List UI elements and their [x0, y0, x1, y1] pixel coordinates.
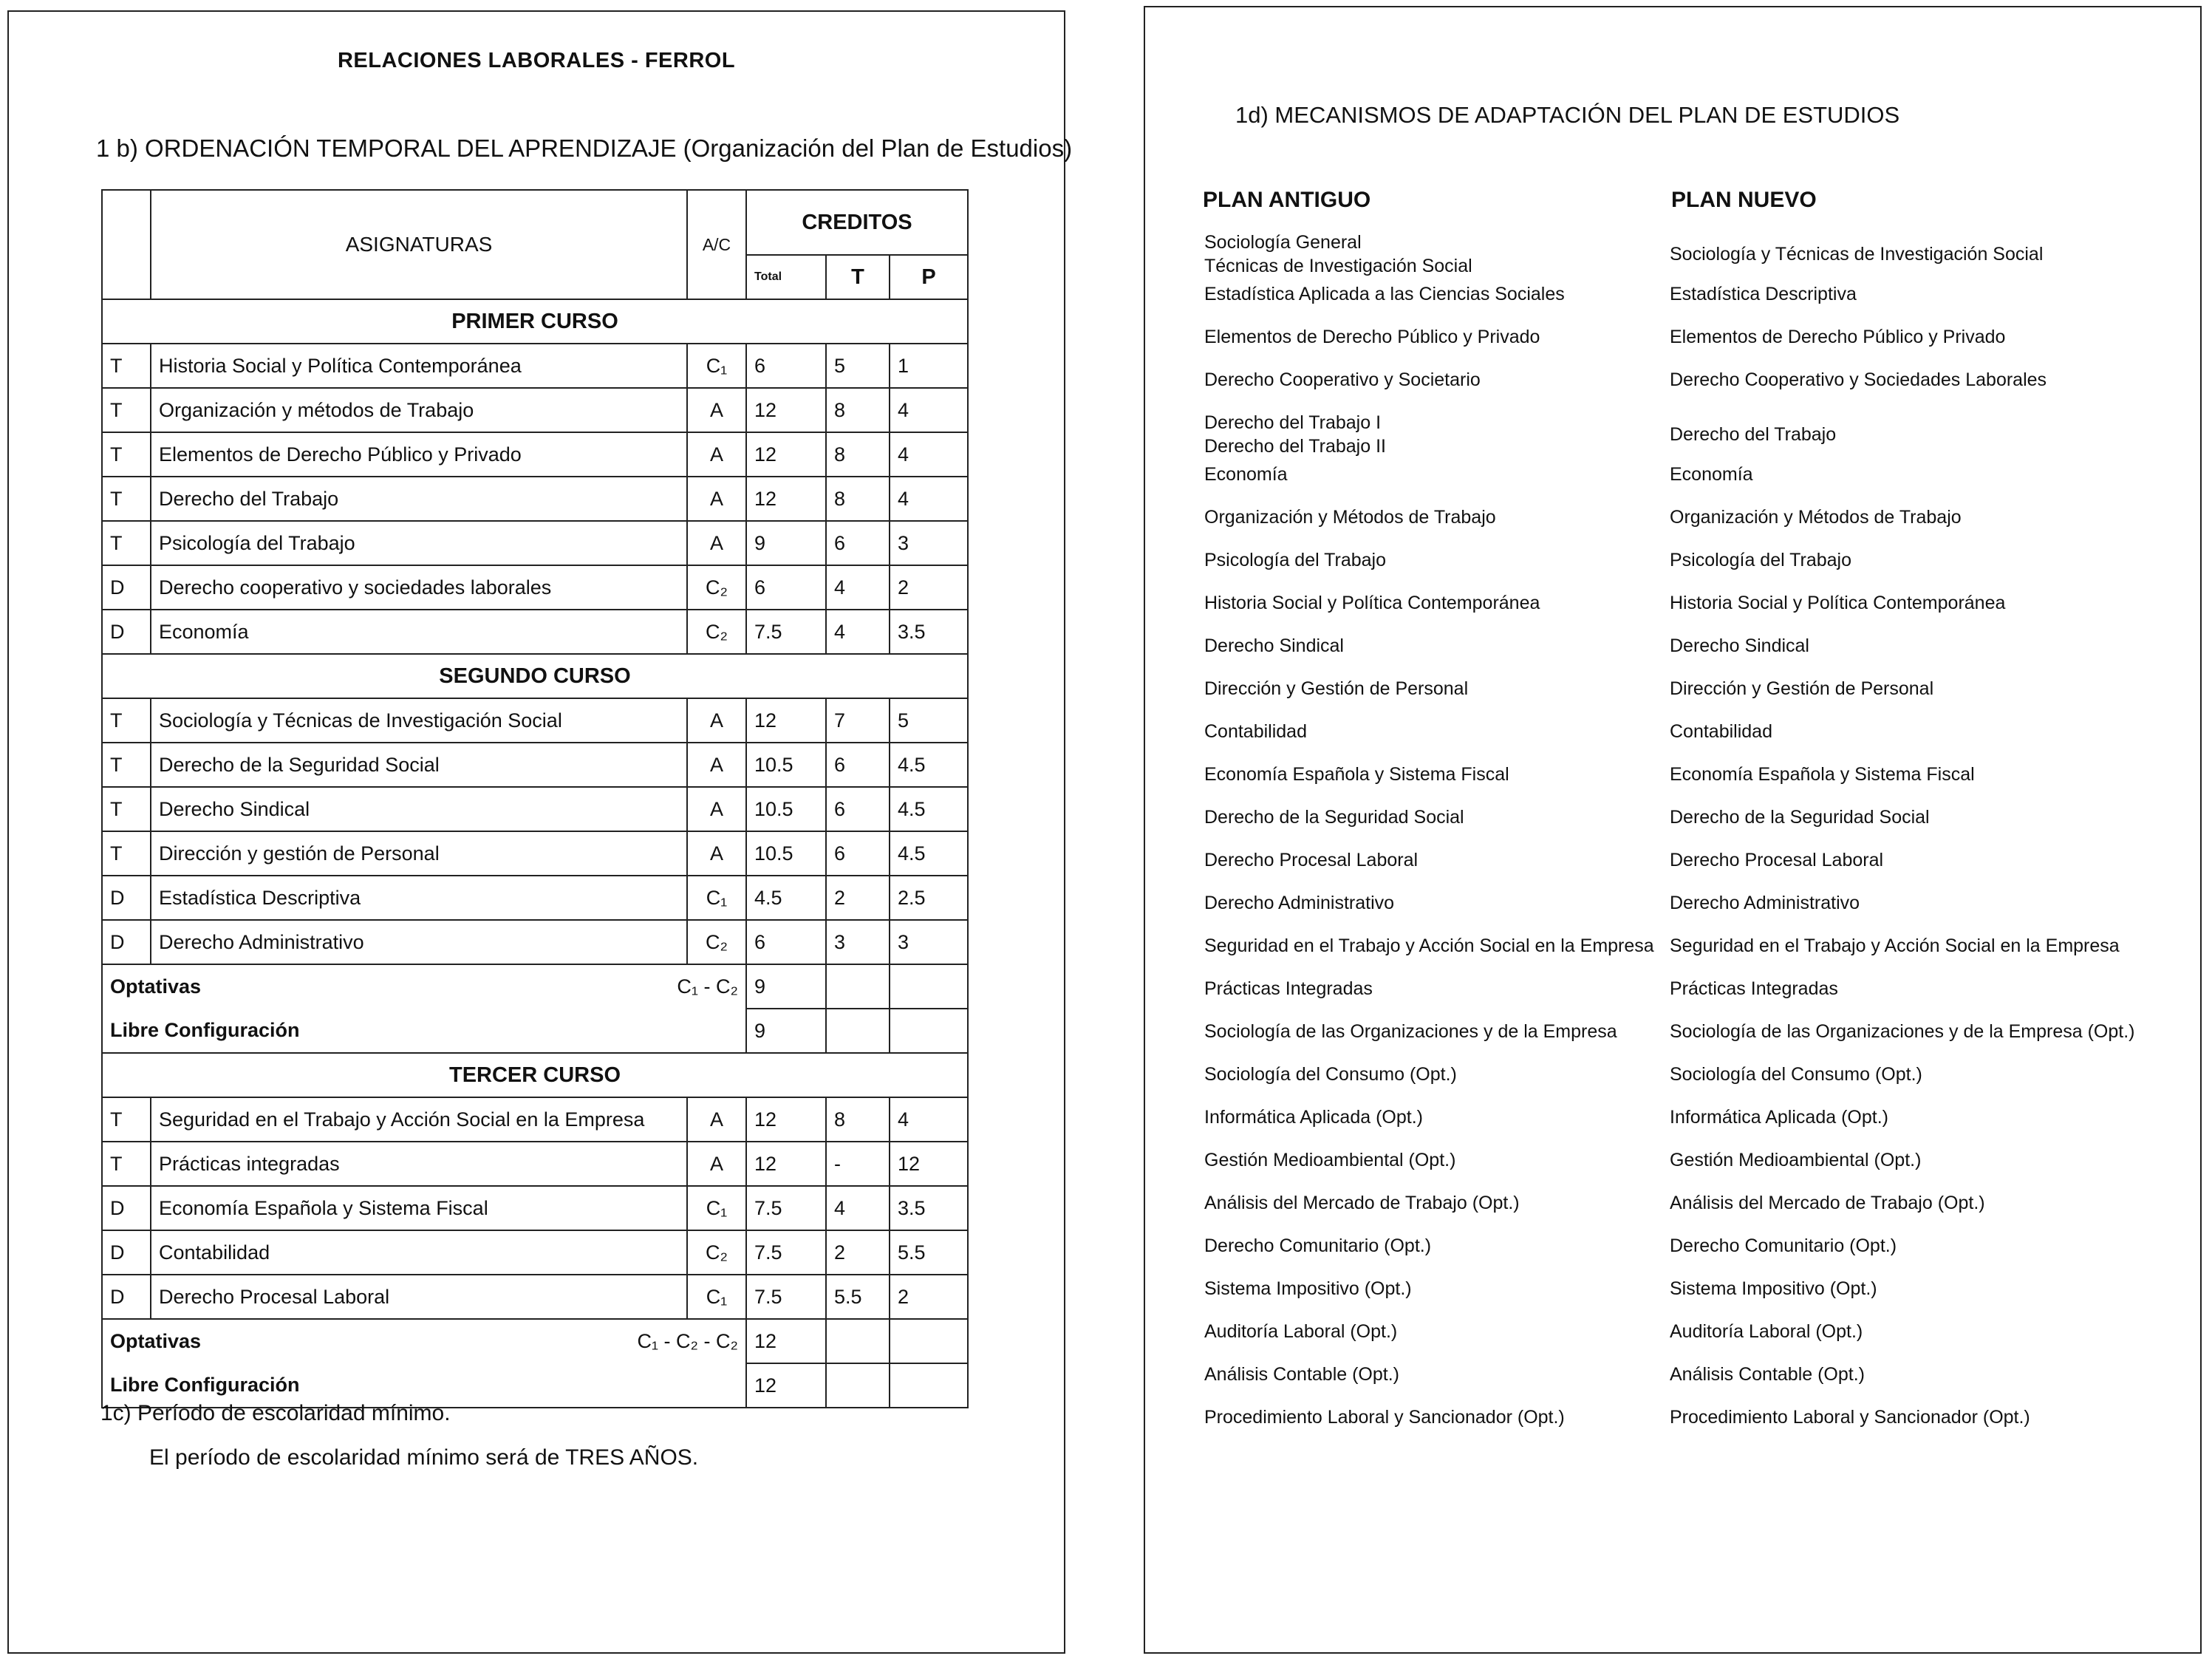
optativas-t	[826, 964, 890, 1009]
plan-old-line: Sociología General	[1204, 232, 1362, 253]
section-heading-1d: 1d) MECANISMOS DE ADAPTACIÓN DEL PLAN DE ESTUDIOS	[1235, 102, 1900, 128]
plan-old-line: Elementos de Derecho Público y Privado	[1204, 327, 1540, 347]
header-type-cell	[102, 190, 151, 299]
credits-t: 6	[826, 831, 890, 876]
adaptation-row	[1204, 1363, 2187, 1405]
plan-old-subject	[1204, 977, 1662, 1000]
left-page	[7, 10, 1073, 1654]
plan-old-subject	[1204, 1020, 1662, 1043]
header-t: T	[826, 255, 890, 299]
credits-t: 8	[826, 432, 890, 477]
credits-p: 3	[890, 920, 968, 964]
table-row	[102, 920, 968, 964]
credits-total: 10.5	[746, 787, 826, 831]
subject-type: D	[102, 920, 151, 964]
subject-ac: A	[687, 432, 746, 477]
plan-old-subject	[1204, 368, 1662, 392]
libre-cell	[102, 1009, 746, 1053]
plan-old-line: Dirección y Gestión de Personal	[1204, 678, 1469, 699]
credits-p: 4	[890, 388, 968, 432]
credits-p: 5	[890, 698, 968, 743]
subject-name: Prácticas integradas	[151, 1142, 687, 1186]
section-heading-1b: 1 b) ORDENACIÓN TEMPORAL DEL APRENDIZAJE (Organización del Plan de Estudios)	[96, 134, 1073, 162]
plan-old-line: Economía	[1204, 464, 1288, 485]
plan-old-line: Sociología del Consumo (Opt.)	[1204, 1064, 1457, 1085]
plan-new-subject: Economía	[1670, 464, 1753, 485]
libre-total: 12	[746, 1363, 826, 1408]
credits-p: 4	[890, 1097, 968, 1142]
plan-old-line: Contabilidad	[1204, 721, 1307, 742]
optativas-p	[890, 1319, 968, 1363]
subject-type: D	[102, 565, 151, 610]
adaptation-row	[1204, 934, 2187, 977]
plan-old-subject	[1204, 1405, 1662, 1429]
credits-t: -	[826, 1142, 890, 1186]
adaptation-row	[1204, 548, 2187, 591]
plan-old-line: Informática Aplicada (Opt.)	[1204, 1107, 1423, 1128]
libre-total: 9	[746, 1009, 826, 1053]
plan-old-line: Derecho Cooperativo y Societario	[1204, 369, 1481, 390]
subject-name: Organización y métodos de Trabajo	[151, 388, 687, 432]
adaptation-row	[1204, 1148, 2187, 1191]
subject-ac: A	[687, 1142, 746, 1186]
plan-old-subject	[1204, 677, 1662, 700]
plan-old-line: Derecho Comunitario (Opt.)	[1204, 1235, 1432, 1256]
plan-new-subject: Derecho de la Seguridad Social	[1670, 807, 1930, 828]
table-row	[102, 521, 968, 565]
plan-old-line: Técnicas de Investigación Social	[1204, 256, 1472, 276]
subject-type: T	[102, 344, 151, 388]
libre-t	[826, 1363, 890, 1408]
credits-t: 4	[826, 1186, 890, 1230]
course-header-row	[102, 1053, 968, 1097]
adaptation-row	[1204, 977, 2187, 1020]
credits-table	[101, 189, 969, 1408]
credits-t: 7	[826, 698, 890, 743]
plan-old-subject	[1204, 763, 1662, 786]
plan-new-subject: Dirección y Gestión de Personal	[1670, 678, 1934, 699]
plan-new-subject: Historia Social y Política Contemporánea	[1670, 593, 2006, 613]
subject-name: Derecho de la Seguridad Social	[151, 743, 687, 787]
subject-name: Psicología del Trabajo	[151, 521, 687, 565]
header-asignaturas: ASIGNATURAS	[151, 190, 687, 299]
plan-new-subject: Seguridad en el Trabajo y Acción Social en la Empresa	[1670, 935, 2120, 956]
plan-new-subject: Derecho Sindical	[1670, 635, 1809, 656]
column-header-plan-nuevo: PLAN NUEVO	[1671, 188, 1817, 212]
plan-new-subject: Gestión Medioambiental (Opt.)	[1670, 1150, 1922, 1170]
adaptation-row	[1204, 463, 2187, 505]
subject-type: T	[102, 698, 151, 743]
credits-total: 12	[746, 698, 826, 743]
plan-new-subject: Estadística Descriptiva	[1670, 284, 1857, 304]
subject-ac: C₂	[687, 1230, 746, 1275]
subject-type: T	[102, 743, 151, 787]
table-row	[102, 876, 968, 920]
table-row	[102, 1142, 968, 1186]
credits-t: 5	[826, 344, 890, 388]
subject-ac: A	[687, 698, 746, 743]
subject-name: Derecho del Trabajo	[151, 477, 687, 521]
plan-old-subject	[1204, 805, 1662, 829]
optativas-label: Optativas	[110, 1330, 202, 1352]
credits-p: 3.5	[890, 610, 968, 654]
table-row	[102, 787, 968, 831]
plan-new-subject: Sistema Impositivo (Opt.)	[1670, 1278, 1877, 1299]
plan-old-line: Auditoría Laboral (Opt.)	[1204, 1321, 1398, 1342]
credits-p: 5.5	[890, 1230, 968, 1275]
optativas-cell	[102, 1319, 746, 1363]
optativas-t	[826, 1319, 890, 1363]
subject-type: T	[102, 787, 151, 831]
credits-total: 10.5	[746, 743, 826, 787]
plan-old-line: Sistema Impositivo (Opt.)	[1204, 1278, 1412, 1299]
credits-p: 4.5	[890, 787, 968, 831]
credits-total: 6	[746, 920, 826, 964]
credits-total: 7.5	[746, 1275, 826, 1319]
table-row	[102, 1097, 968, 1142]
plan-old-line: Economía Española y Sistema Fiscal	[1204, 764, 1509, 785]
plan-old-line: Derecho del Trabajo II	[1204, 436, 1386, 457]
subject-type: T	[102, 1097, 151, 1142]
adaptation-row	[1204, 1405, 2187, 1448]
credits-t: 8	[826, 388, 890, 432]
plan-new-subject: Derecho Cooperativo y Sociedades Laborales	[1670, 369, 2047, 390]
plan-old-line: Derecho Sindical	[1204, 635, 1344, 656]
subject-type: D	[102, 1230, 151, 1275]
subject-type: D	[102, 610, 151, 654]
credits-p: 4	[890, 432, 968, 477]
credits-total: 4.5	[746, 876, 826, 920]
adaptation-row	[1204, 231, 2187, 282]
credits-t: 4	[826, 565, 890, 610]
plan-old-subject	[1204, 1363, 1662, 1386]
credits-p: 4.5	[890, 743, 968, 787]
plan-old-subject	[1204, 848, 1662, 872]
credits-t: 8	[826, 1097, 890, 1142]
subject-ac: C₁	[687, 1275, 746, 1319]
plan-old-subject	[1204, 934, 1662, 958]
subject-name: Derecho Administrativo	[151, 920, 687, 964]
adaptation-row	[1204, 591, 2187, 634]
adaptation-row	[1204, 1191, 2187, 1234]
optativas-cell	[102, 964, 746, 1009]
course-header-row	[102, 299, 968, 344]
min-period-heading: 1c) Período de escolaridad mínimo.	[100, 1401, 451, 1425]
credits-p: 4.5	[890, 831, 968, 876]
adaptation-row	[1204, 1320, 2187, 1363]
optativas-ac: C₁ - C₂	[677, 975, 738, 998]
subject-name: Derecho cooperativo y sociedades laborales	[151, 565, 687, 610]
credits-t: 6	[826, 743, 890, 787]
credits-total: 12	[746, 432, 826, 477]
subject-name: Dirección y gestión de Personal	[151, 831, 687, 876]
plan-new-subject: Auditoría Laboral (Opt.)	[1670, 1321, 1863, 1342]
libre-row	[102, 1009, 968, 1053]
credits-p: 2	[890, 1275, 968, 1319]
plan-old-subject	[1204, 1105, 1662, 1129]
subject-ac: A	[687, 831, 746, 876]
table-row	[102, 743, 968, 787]
subject-ac: A	[687, 1097, 746, 1142]
credits-total: 7.5	[746, 1230, 826, 1275]
credits-t: 5.5	[826, 1275, 890, 1319]
subject-type: D	[102, 1275, 151, 1319]
header-p: P	[890, 255, 968, 299]
optativas-row	[102, 1319, 968, 1363]
plan-old-subject	[1204, 591, 1662, 615]
header-ac: A/C	[687, 190, 746, 299]
credits-t: 3	[826, 920, 890, 964]
credits-p: 3	[890, 521, 968, 565]
plan-new-subject: Organización y Métodos de Trabajo	[1670, 507, 1962, 528]
table-row	[102, 1230, 968, 1275]
subject-type: D	[102, 1186, 151, 1230]
subject-type: T	[102, 388, 151, 432]
adaptation-row	[1204, 1020, 2187, 1063]
credits-total: 12	[746, 1142, 826, 1186]
plan-new-subject: Derecho Administrativo	[1670, 893, 1860, 913]
plan-old-line: Seguridad en el Trabajo y Acción Social en la Empresa	[1204, 935, 1654, 956]
plan-old-subject	[1204, 325, 1662, 349]
adaptation-row	[1204, 677, 2187, 720]
subject-ac: C₂	[687, 565, 746, 610]
credits-total: 7.5	[746, 610, 826, 654]
plan-old-line: Historia Social y Política Contemporánea	[1204, 593, 1540, 613]
adaptation-row	[1204, 325, 2187, 368]
subject-type: T	[102, 477, 151, 521]
min-period-text: El período de escolaridad mínimo será de TRES AÑOS.	[149, 1445, 699, 1470]
header-creditos: CREDITOS	[746, 190, 968, 255]
page-title: RELACIONES LABORALES - FERROL	[337, 49, 736, 72]
credits-total: 12	[746, 1097, 826, 1142]
plan-old-subject	[1204, 634, 1662, 658]
plan-new-subject: Derecho Comunitario (Opt.)	[1670, 1235, 1897, 1256]
plan-old-subject	[1204, 891, 1662, 915]
plan-old-subject	[1204, 548, 1662, 572]
course-header-row	[102, 654, 968, 698]
plan-old-subject	[1204, 282, 1662, 306]
subject-ac: C₁	[687, 1186, 746, 1230]
plan-old-subject	[1204, 1277, 1662, 1300]
plan-new-subject: Procedimiento Laboral y Sancionador (Opt.)	[1670, 1407, 2030, 1428]
credits-p: 4	[890, 477, 968, 521]
subject-name: Sociología y Técnicas de Investigación Social	[151, 698, 687, 743]
header-total: Total	[746, 255, 826, 299]
credits-total: 6	[746, 344, 826, 388]
libre-p	[890, 1363, 968, 1408]
plan-old-subject	[1204, 1063, 1662, 1086]
plan-old-subject	[1204, 1234, 1662, 1258]
plan-old-subject	[1204, 1148, 1662, 1172]
subject-ac: A	[687, 388, 746, 432]
libre-p	[890, 1009, 968, 1053]
optativas-row	[102, 964, 968, 1009]
table-row	[102, 1275, 968, 1319]
plan-new-subject: Derecho Procesal Laboral	[1670, 850, 1884, 870]
credits-total: 12	[746, 388, 826, 432]
plan-new-subject: Análisis del Mercado de Trabajo (Opt.)	[1670, 1193, 1985, 1213]
credits-p: 2.5	[890, 876, 968, 920]
credits-total: 12	[746, 477, 826, 521]
subject-ac: A	[687, 743, 746, 787]
credits-p: 12	[890, 1142, 968, 1186]
plan-new-subject: Sociología y Técnicas de Investigación Social	[1670, 244, 2044, 265]
optativas-label: Optativas	[110, 975, 202, 998]
credits-total: 6	[746, 565, 826, 610]
optativas-total: 9	[746, 964, 826, 1009]
subject-name: Derecho Sindical	[151, 787, 687, 831]
subject-type: D	[102, 876, 151, 920]
subject-ac: C₁	[687, 876, 746, 920]
plan-old-subject	[1204, 463, 1662, 486]
table-row	[102, 388, 968, 432]
subject-type: T	[102, 521, 151, 565]
plan-old-line: Derecho Administrativo	[1204, 893, 1395, 913]
plan-new-subject: Informática Aplicada (Opt.)	[1670, 1107, 1888, 1128]
plan-old-subject	[1204, 720, 1662, 743]
plan-old-line: Gestión Medioambiental (Opt.)	[1204, 1150, 1456, 1170]
subject-ac: C₁	[687, 344, 746, 388]
adaptation-row	[1204, 634, 2187, 677]
plan-new-subject: Psicología del Trabajo	[1670, 550, 1851, 570]
subject-ac: C₂	[687, 920, 746, 964]
subject-ac: A	[687, 787, 746, 831]
plan-old-line: Organización y Métodos de Trabajo	[1204, 507, 1496, 528]
credits-t: 8	[826, 477, 890, 521]
adaptation-row	[1204, 1234, 2187, 1277]
table-row	[102, 565, 968, 610]
subject-type: T	[102, 432, 151, 477]
adaptation-row	[1204, 1063, 2187, 1105]
subject-type: T	[102, 1142, 151, 1186]
adaptation-row	[1204, 805, 2187, 848]
subject-name: Derecho Procesal Laboral	[151, 1275, 687, 1319]
course-name: TERCER CURSO	[102, 1053, 968, 1097]
optativas-p	[890, 964, 968, 1009]
plan-new-subject: Economía Española y Sistema Fiscal	[1670, 764, 1975, 785]
table-row	[102, 344, 968, 388]
subject-ac: A	[687, 521, 746, 565]
adaptation-row	[1204, 763, 2187, 805]
subject-name: Contabilidad	[151, 1230, 687, 1275]
credits-p: 3.5	[890, 1186, 968, 1230]
table-row	[102, 831, 968, 876]
adaptation-row	[1204, 848, 2187, 891]
credits-table-body	[102, 299, 968, 1408]
table-row	[102, 610, 968, 654]
adaptation-row	[1204, 282, 2187, 325]
adaptation-row	[1204, 411, 2187, 463]
plan-new-subject: Análisis Contable (Opt.)	[1670, 1364, 1865, 1385]
credits-t: 4	[826, 610, 890, 654]
adaptation-row	[1204, 1277, 2187, 1320]
optativas-ac: C₁ - C₂ - C₂	[637, 1330, 738, 1352]
table-row	[102, 432, 968, 477]
subject-name: Estadística Descriptiva	[151, 876, 687, 920]
plan-old-line: Sociología de las Organizaciones y de la Empresa	[1204, 1021, 1617, 1042]
plan-old-subject	[1204, 1320, 1662, 1343]
table-row	[102, 1186, 968, 1230]
subject-name: Economía	[151, 610, 687, 654]
adaptation-row	[1204, 720, 2187, 763]
plan-old-line: Psicología del Trabajo	[1204, 550, 1386, 570]
plan-old-line: Prácticas Integradas	[1204, 978, 1373, 999]
subject-type: T	[102, 831, 151, 876]
libre-label: Libre Configuración	[110, 1374, 300, 1396]
subject-name: Historia Social y Política Contemporánea	[151, 344, 687, 388]
subject-ac: C₂	[687, 610, 746, 654]
plan-old-line: Análisis Contable (Opt.)	[1204, 1364, 1400, 1385]
plan-new-subject: Elementos de Derecho Público y Privado	[1670, 327, 2006, 347]
plan-old-subject	[1204, 231, 1662, 278]
adaptation-row	[1204, 368, 2187, 411]
credits-t: 2	[826, 1230, 890, 1275]
table-row	[102, 477, 968, 521]
plan-old-line: Derecho de la Seguridad Social	[1204, 807, 1464, 828]
subject-ac: A	[687, 477, 746, 521]
plan-old-line: Estadística Aplicada a las Ciencias Sociales	[1204, 284, 1565, 304]
credits-t: 6	[826, 521, 890, 565]
plan-new-subject: Derecho del Trabajo	[1670, 424, 1837, 445]
plan-old-line: Derecho del Trabajo I	[1204, 412, 1382, 433]
plan-old-line: Derecho Procesal Laboral	[1204, 850, 1419, 870]
right-page	[1144, 6, 2202, 1654]
plan-old-subject	[1204, 411, 1662, 458]
subject-name: Seguridad en el Trabajo y Acción Social en la Empresa	[151, 1097, 687, 1142]
optativas-total: 12	[746, 1319, 826, 1363]
plan-old-subject	[1204, 1191, 1662, 1215]
credits-p: 2	[890, 565, 968, 610]
libre-label: Libre Configuración	[110, 1019, 300, 1041]
subject-name: Elementos de Derecho Público y Privado	[151, 432, 687, 477]
plan-old-subject	[1204, 505, 1662, 529]
credits-p: 1	[890, 344, 968, 388]
adaptation-row	[1204, 891, 2187, 934]
credits-total: 7.5	[746, 1186, 826, 1230]
subject-name: Economía Española y Sistema Fiscal	[151, 1186, 687, 1230]
adaptation-row	[1204, 505, 2187, 548]
adaptation-row	[1204, 1105, 2187, 1148]
plan-new-subject: Prácticas Integradas	[1670, 978, 1838, 999]
credits-total: 9	[746, 521, 826, 565]
table-row	[102, 698, 968, 743]
credits-t: 6	[826, 787, 890, 831]
plan-new-subject: Sociología del Consumo (Opt.)	[1670, 1064, 1922, 1085]
plan-new-subject: Contabilidad	[1670, 721, 1772, 742]
plan-old-line: Análisis del Mercado de Trabajo (Opt.)	[1204, 1193, 1520, 1213]
course-name: PRIMER CURSO	[102, 299, 968, 344]
plan-new-subject: Sociología de las Organizaciones y de la Empresa (Opt.)	[1670, 1021, 2135, 1042]
course-name: SEGUNDO CURSO	[102, 654, 968, 698]
column-header-plan-antiguo: PLAN ANTIGUO	[1203, 188, 1371, 212]
libre-t	[826, 1009, 890, 1053]
credits-total: 10.5	[746, 831, 826, 876]
credits-t: 2	[826, 876, 890, 920]
plan-old-line: Procedimiento Laboral y Sancionador (Opt.)	[1204, 1407, 1565, 1428]
